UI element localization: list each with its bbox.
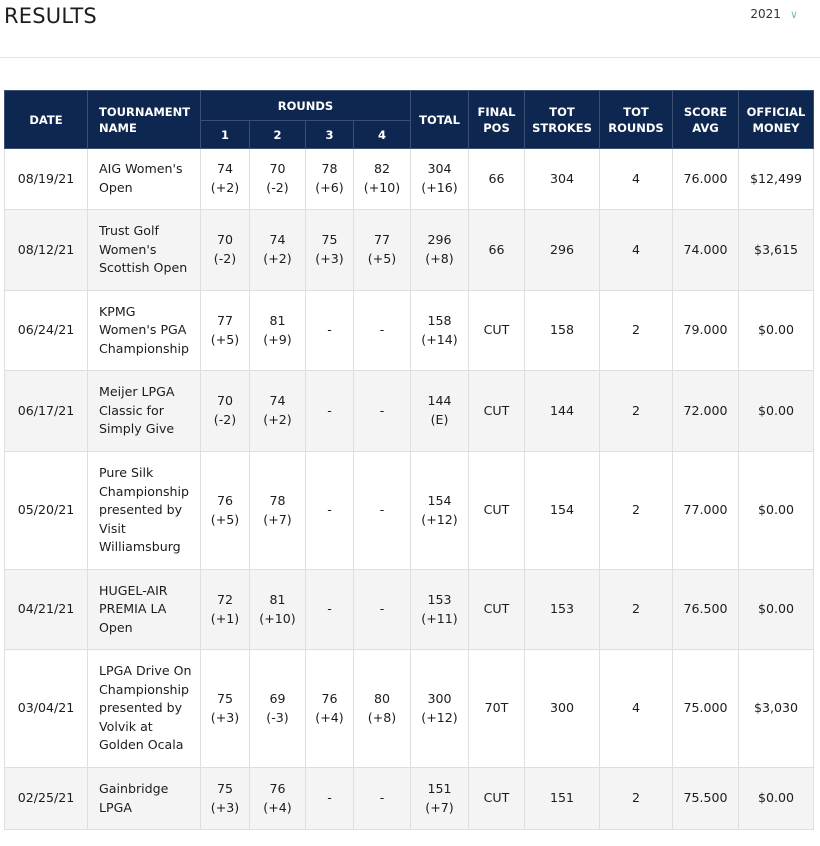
tournament-name-cell: Meijer LPGA Classic for Simply Give	[88, 371, 201, 452]
table-row	[5, 291, 814, 371]
date-cell: 05/20/21	[5, 452, 88, 570]
table-row	[5, 650, 814, 768]
column-header-date: DATE	[5, 91, 88, 149]
tot-rounds-cell: 4	[600, 210, 673, 291]
final-pos-cell: CUT	[469, 371, 525, 452]
tot-strokes-cell: 144	[525, 371, 600, 452]
score-avg-cell: 76.500	[673, 570, 739, 650]
tot-rounds-cell: 2	[600, 371, 673, 452]
tot-rounds-cell: 2	[600, 570, 673, 650]
page-header	[0, 0, 820, 58]
tot-rounds-cell: 2	[600, 452, 673, 570]
round-1-cell: 70 (-2)	[201, 371, 250, 452]
round-1-cell: 76 (+5)	[201, 452, 250, 570]
tot-strokes-cell: 296	[525, 210, 600, 291]
score-avg-cell: 75.000	[673, 650, 739, 768]
date-cell: 03/04/21	[5, 650, 88, 768]
round-4-cell: -	[354, 768, 411, 830]
column-header-round-3: 3	[306, 121, 354, 149]
final-pos-cell: 70T	[469, 650, 525, 768]
round-4-cell: -	[354, 291, 411, 371]
round-4-cell: 82 (+10)	[354, 149, 411, 210]
year-select-value: 2021	[750, 7, 781, 21]
date-cell: 06/17/21	[5, 371, 88, 452]
table-row	[5, 452, 814, 570]
table-row	[5, 570, 814, 650]
final-pos-cell: CUT	[469, 768, 525, 830]
round-2-cell: 78 (+7)	[250, 452, 306, 570]
column-header-tot-strokes: TOT STROKES	[525, 91, 600, 149]
tot-rounds-cell: 4	[600, 149, 673, 210]
page-title: RESULTS	[4, 4, 97, 28]
tot-strokes-cell: 154	[525, 452, 600, 570]
round-4-cell: 80 (+8)	[354, 650, 411, 768]
round-1-cell: 75 (+3)	[201, 650, 250, 768]
round-4-cell: -	[354, 371, 411, 452]
round-2-cell: 81 (+9)	[250, 291, 306, 371]
official-money-cell: $0.00	[739, 291, 814, 371]
round-4-cell: 77 (+5)	[354, 210, 411, 291]
tot-rounds-cell: 2	[600, 768, 673, 830]
column-header-round-4: 4	[354, 121, 411, 149]
score-avg-cell: 76.000	[673, 149, 739, 210]
column-header-rounds: ROUNDS	[201, 91, 411, 121]
official-money-cell: $3,030	[739, 650, 814, 768]
round-2-cell: 69 (-3)	[250, 650, 306, 768]
table-row	[5, 149, 814, 210]
round-2-cell: 74 (+2)	[250, 371, 306, 452]
tournament-name-cell: KPMG Women's PGA Championship	[88, 291, 201, 371]
round-3-cell: 76 (+4)	[306, 650, 354, 768]
score-avg-cell: 79.000	[673, 291, 739, 371]
column-header-official-money: OFFICIAL MONEY	[739, 91, 814, 149]
round-4-cell: -	[354, 570, 411, 650]
official-money-cell: $0.00	[739, 452, 814, 570]
date-cell: 02/25/21	[5, 768, 88, 830]
tournament-name-cell: Gainbridge LPGA	[88, 768, 201, 830]
total-cell: 296 (+8)	[411, 210, 469, 291]
score-avg-cell: 72.000	[673, 371, 739, 452]
chevron-down-icon: ∨	[789, 8, 798, 21]
tournament-name-cell: Trust Golf Women's Scottish Open	[88, 210, 201, 291]
total-cell: 300 (+12)	[411, 650, 469, 768]
column-header-total: TOTAL	[411, 91, 469, 149]
round-2-cell: 81 (+10)	[250, 570, 306, 650]
total-cell: 144 (E)	[411, 371, 469, 452]
date-cell: 08/19/21	[5, 149, 88, 210]
column-header-final-pos: FINAL POS	[469, 91, 525, 149]
final-pos-cell: 66	[469, 149, 525, 210]
column-header-tot-rounds: TOT ROUNDS	[600, 91, 673, 149]
score-avg-cell: 75.500	[673, 768, 739, 830]
final-pos-cell: CUT	[469, 452, 525, 570]
round-2-cell: 76 (+4)	[250, 768, 306, 830]
tot-strokes-cell: 304	[525, 149, 600, 210]
year-select[interactable]	[750, 7, 798, 21]
column-header-round-2: 2	[250, 121, 306, 149]
round-1-cell: 77 (+5)	[201, 291, 250, 371]
score-avg-cell: 77.000	[673, 452, 739, 570]
official-money-cell: $0.00	[739, 570, 814, 650]
official-money-cell: $0.00	[739, 371, 814, 452]
round-1-cell: 70 (-2)	[201, 210, 250, 291]
column-header-tournament: TOURNAMENT NAME	[88, 91, 201, 149]
total-cell: 151 (+7)	[411, 768, 469, 830]
results-table	[4, 90, 814, 830]
table-row	[5, 768, 814, 830]
column-header-round-1: 1	[201, 121, 250, 149]
official-money-cell: $0.00	[739, 768, 814, 830]
round-1-cell: 72 (+1)	[201, 570, 250, 650]
tournament-name-cell: AIG Women's Open	[88, 149, 201, 210]
total-cell: 153 (+11)	[411, 570, 469, 650]
total-cell: 304 (+16)	[411, 149, 469, 210]
date-cell: 04/21/21	[5, 570, 88, 650]
results-body	[5, 149, 814, 830]
round-3-cell: -	[306, 371, 354, 452]
column-header-score-avg: SCORE AVG	[673, 91, 739, 149]
final-pos-cell: CUT	[469, 291, 525, 371]
official-money-cell: $12,499	[739, 149, 814, 210]
tot-strokes-cell: 151	[525, 768, 600, 830]
date-cell: 08/12/21	[5, 210, 88, 291]
tot-rounds-cell: 4	[600, 650, 673, 768]
date-cell: 06/24/21	[5, 291, 88, 371]
tot-strokes-cell: 300	[525, 650, 600, 768]
table-row	[5, 210, 814, 291]
tot-strokes-cell: 153	[525, 570, 600, 650]
tournament-name-cell: HUGEL-AIR PREMIA LA Open	[88, 570, 201, 650]
round-1-cell: 75 (+3)	[201, 768, 250, 830]
tot-rounds-cell: 2	[600, 291, 673, 371]
tournament-name-cell: Pure Silk Championship presented by Visit Williamsburg	[88, 452, 201, 570]
score-avg-cell: 74.000	[673, 210, 739, 291]
round-1-cell: 74 (+2)	[201, 149, 250, 210]
final-pos-cell: 66	[469, 210, 525, 291]
final-pos-cell: CUT	[469, 570, 525, 650]
round-3-cell: 78 (+6)	[306, 149, 354, 210]
total-cell: 154 (+12)	[411, 452, 469, 570]
round-3-cell: 75 (+3)	[306, 210, 354, 291]
round-3-cell: -	[306, 570, 354, 650]
round-2-cell: 70 (-2)	[250, 149, 306, 210]
round-3-cell: -	[306, 291, 354, 371]
tot-strokes-cell: 158	[525, 291, 600, 371]
round-3-cell: -	[306, 452, 354, 570]
official-money-cell: $3,615	[739, 210, 814, 291]
round-4-cell: -	[354, 452, 411, 570]
table-row	[5, 371, 814, 452]
round-3-cell: -	[306, 768, 354, 830]
round-2-cell: 74 (+2)	[250, 210, 306, 291]
total-cell: 158 (+14)	[411, 291, 469, 371]
tournament-name-cell: LPGA Drive On Championship presented by Volvik at Golden Ocala	[88, 650, 201, 768]
